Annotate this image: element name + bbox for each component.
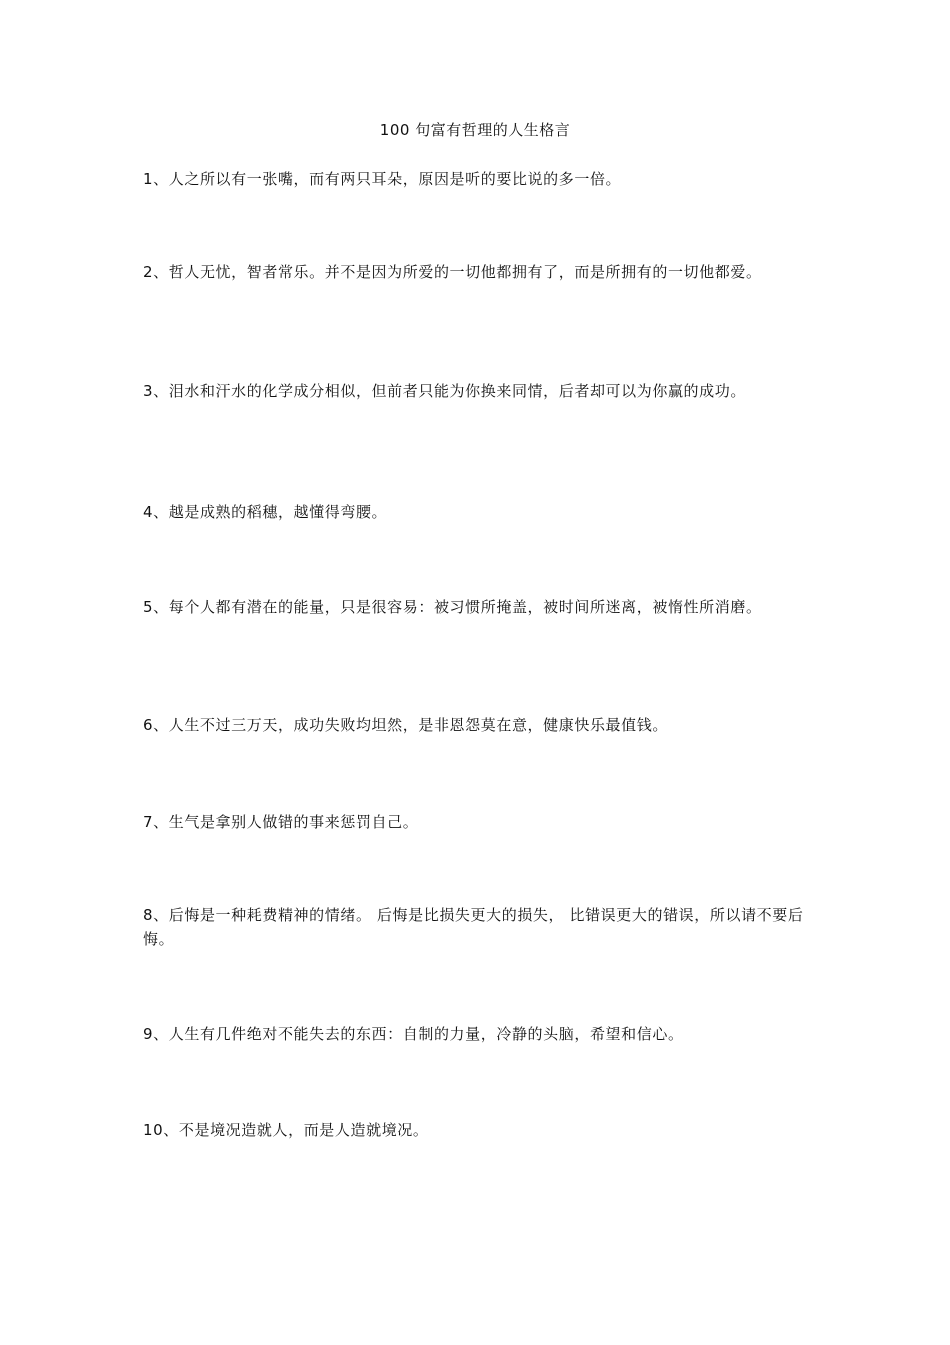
quote-item-4: 4、越是成熟的稻穗，越懂得弯腰。 [143,503,388,521]
quote-item-8: 8、后悔是一种耗费精神的情绪。 后悔是比损失更大的损失， 比错误更大的错误，所以请不要后悔。 [143,906,804,948]
quote-item-2: 2、哲人无忧，智者常乐。并不是因为所爱的一切他都拥有了，而是所拥有的一切他都爱。 [143,263,762,281]
quote-item-5: 5、每个人都有潜在的能量，只是很容易：被习惯所掩盖，被时间所迷离，被惰性所消磨。 [143,598,762,616]
quote-item-10: 10、不是境况造就人，而是人造就境况。 [143,1121,429,1139]
quote-item-1: 1、人之所以有一张嘴，而有两只耳朵，原因是听的要比说的多一倍。 [143,170,622,188]
quote-item-7: 7、生气是拿别人做错的事来惩罚自己。 [143,813,419,831]
quote-item-6: 6、人生不过三万天，成功失败均坦然，是非恩怨莫在意，健康快乐最值钱。 [143,716,668,734]
quote-item-9: 9、人生有几件绝对不能失去的东西：自制的力量，冷静的头脑，希望和信心。 [143,1025,684,1043]
page-title: 100 句富有哲理的人生格言 [379,121,571,139]
quote-item-3: 3、泪水和汗水的化学成分相似，但前者只能为你换来同情，后者却可以为你赢的成功。 [143,382,746,400]
